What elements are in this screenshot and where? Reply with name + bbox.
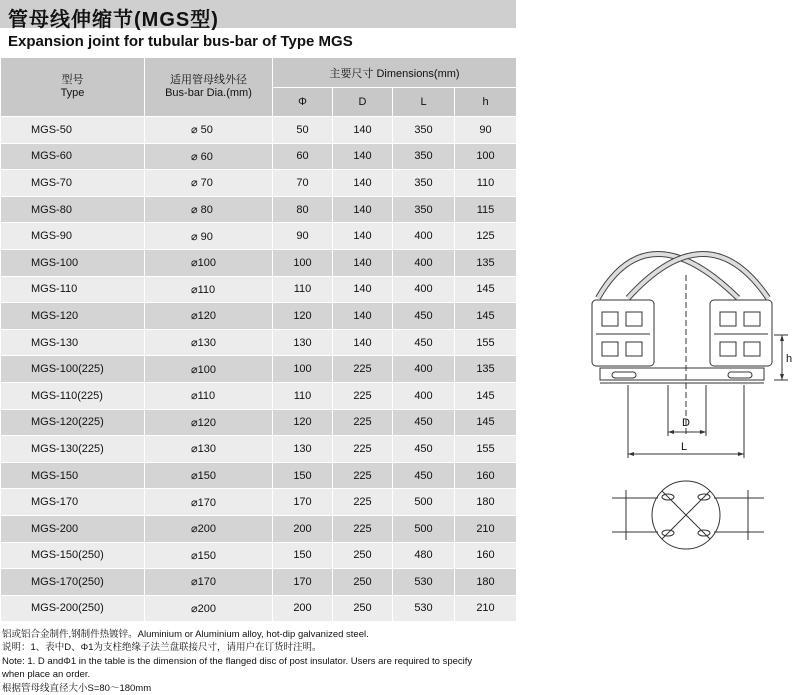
cell-busbar: ⌀170	[145, 569, 273, 596]
cell-h: 125	[455, 223, 517, 250]
cell-phi: 150	[273, 542, 333, 569]
braid-arc-left	[598, 254, 738, 298]
cell-type: MGS-130	[1, 329, 145, 356]
header-type	[1, 58, 145, 117]
table-row	[1, 276, 517, 303]
header-phi: Φ	[273, 88, 333, 117]
cell-busbar: ⌀100	[145, 249, 273, 276]
cell-l: 450	[393, 303, 455, 330]
header-busbar	[145, 58, 273, 117]
cell-h: 115	[455, 196, 517, 223]
table-row	[1, 143, 517, 170]
cell-type: MGS-80	[1, 196, 145, 223]
table-row	[1, 409, 517, 436]
base-slot-left	[612, 372, 636, 378]
table-row	[1, 595, 517, 622]
cell-type: MGS-130(225)	[1, 436, 145, 463]
cell-type: MGS-120(225)	[1, 409, 145, 436]
cell-d: 140	[333, 170, 393, 197]
cell-d: 140	[333, 276, 393, 303]
cell-l: 350	[393, 170, 455, 197]
note-en-2: when place an order.	[2, 669, 91, 681]
cell-phi: 70	[273, 170, 333, 197]
cell-d: 225	[333, 382, 393, 409]
cell-d: 250	[333, 542, 393, 569]
header-type-en: Type	[60, 87, 85, 99]
note-cn: 说明：1、表中D、Φ1为支柱绝缘子法兰盘联接尺寸，请用户在订货时注明。	[2, 642, 322, 654]
cell-type: MGS-150(250)	[1, 542, 145, 569]
cell-phi: 120	[273, 303, 333, 330]
table-row	[1, 117, 517, 144]
table-row	[1, 329, 517, 356]
cell-type: MGS-170	[1, 489, 145, 516]
cell-busbar: ⌀ 80	[145, 196, 273, 223]
cell-h: 100	[455, 143, 517, 170]
l-arrow-right	[738, 452, 744, 456]
cell-h: 145	[455, 409, 517, 436]
cell-d: 250	[333, 569, 393, 596]
cell-d: 225	[333, 515, 393, 542]
cell-l: 530	[393, 595, 455, 622]
header-d: D	[333, 88, 393, 117]
table-row	[1, 223, 517, 250]
cell-type: MGS-90	[1, 223, 145, 250]
cell-l: 350	[393, 117, 455, 144]
cell-busbar: ⌀150	[145, 542, 273, 569]
table-row	[1, 249, 517, 276]
cell-l: 450	[393, 436, 455, 463]
cell-phi: 50	[273, 117, 333, 144]
note-size: 根据管母线直径大小S=80～180mm	[2, 682, 152, 694]
table-row	[1, 170, 517, 197]
note-en-1: Note: 1. D andΦ1 in the table is the dimension of the flanged disc of post insulator. Users are required to specify	[2, 655, 473, 667]
cell-type: MGS-100	[1, 249, 145, 276]
spec-table-body	[1, 117, 517, 622]
cell-phi: 200	[273, 515, 333, 542]
cell-phi: 80	[273, 196, 333, 223]
cell-h: 160	[455, 542, 517, 569]
cell-phi: 120	[273, 409, 333, 436]
cell-l: 450	[393, 462, 455, 489]
cell-h: 210	[455, 595, 517, 622]
cell-d: 140	[333, 223, 393, 250]
cell-type: MGS-110(225)	[1, 382, 145, 409]
table-row	[1, 356, 517, 383]
cell-busbar: ⌀120	[145, 409, 273, 436]
cell-type: MGS-110	[1, 276, 145, 303]
cell-busbar: ⌀ 50	[145, 117, 273, 144]
h-arrow-top	[780, 335, 784, 341]
cell-l: 530	[393, 569, 455, 596]
notes	[2, 628, 518, 695]
cell-l: 350	[393, 143, 455, 170]
cell-l: 400	[393, 276, 455, 303]
technical-drawing	[578, 220, 796, 550]
h-arrow-bottom	[780, 374, 784, 380]
cell-phi: 150	[273, 462, 333, 489]
table-row	[1, 436, 517, 463]
cell-type: MGS-120	[1, 303, 145, 330]
header-busbar-cn: 适用管母线外径	[170, 74, 247, 86]
table-row	[1, 569, 517, 596]
cell-d: 225	[333, 462, 393, 489]
d-arrow-right	[700, 430, 706, 434]
table-row	[1, 489, 517, 516]
header-busbar-en: Bus-bar Dia.(mm)	[165, 87, 252, 99]
cell-h: 155	[455, 436, 517, 463]
cell-l: 450	[393, 409, 455, 436]
cell-phi: 130	[273, 436, 333, 463]
cell-l: 400	[393, 382, 455, 409]
cell-l: 400	[393, 249, 455, 276]
header-dimensions: 主要尺寸 Dimensions(mm)	[273, 58, 517, 88]
cell-busbar: ⌀110	[145, 276, 273, 303]
cell-h: 90	[455, 117, 517, 144]
cell-l: 480	[393, 542, 455, 569]
cell-busbar: ⌀120	[145, 303, 273, 330]
cell-d: 140	[333, 249, 393, 276]
cell-d: 250	[333, 595, 393, 622]
cell-busbar: ⌀ 70	[145, 170, 273, 197]
cell-h: 110	[455, 170, 517, 197]
cell-d: 225	[333, 489, 393, 516]
cell-phi: 170	[273, 489, 333, 516]
cell-phi: 200	[273, 595, 333, 622]
cell-busbar: ⌀100	[145, 356, 273, 383]
cell-type: MGS-170(250)	[1, 569, 145, 596]
cell-busbar: ⌀200	[145, 515, 273, 542]
cell-h: 160	[455, 462, 517, 489]
cell-h: 135	[455, 356, 517, 383]
table-row	[1, 196, 517, 223]
l-arrow-left	[628, 452, 634, 456]
cell-d: 140	[333, 117, 393, 144]
left-clamp	[592, 300, 654, 366]
cell-busbar: ⌀200	[145, 595, 273, 622]
cell-l: 400	[393, 356, 455, 383]
cell-l: 500	[393, 515, 455, 542]
table-row	[1, 382, 517, 409]
cell-h: 135	[455, 249, 517, 276]
drawing-label-l: L	[681, 441, 688, 453]
page-subtitle: Expansion joint for tubular bus-bar of Type MGS	[8, 33, 353, 50]
cell-l: 400	[393, 223, 455, 250]
cell-d: 140	[333, 303, 393, 330]
drawing-label-d: D	[682, 417, 690, 429]
right-clamp	[710, 300, 772, 366]
cell-type: MGS-150	[1, 462, 145, 489]
cell-l: 350	[393, 196, 455, 223]
header-l: L	[393, 88, 455, 117]
cell-type: MGS-50	[1, 117, 145, 144]
header-h: h	[455, 88, 517, 117]
cell-phi: 130	[273, 329, 333, 356]
cell-type: MGS-100(225)	[1, 356, 145, 383]
cell-busbar: ⌀150	[145, 462, 273, 489]
cell-d: 140	[333, 329, 393, 356]
cell-h: 180	[455, 569, 517, 596]
table-row	[1, 303, 517, 330]
table-row	[1, 462, 517, 489]
cell-phi: 90	[273, 223, 333, 250]
cell-phi: 100	[273, 249, 333, 276]
cell-d: 225	[333, 436, 393, 463]
cell-l: 500	[393, 489, 455, 516]
table-row	[1, 515, 517, 542]
cell-phi: 170	[273, 569, 333, 596]
cell-h: 180	[455, 489, 517, 516]
table-row	[1, 542, 517, 569]
cell-d: 140	[333, 143, 393, 170]
cell-d: 140	[333, 196, 393, 223]
d-arrow-left	[668, 430, 674, 434]
title-bar	[0, 0, 516, 31]
cell-d: 225	[333, 356, 393, 383]
cell-type: MGS-60	[1, 143, 145, 170]
cell-phi: 60	[273, 143, 333, 170]
spec-table	[0, 57, 517, 622]
cell-phi: 100	[273, 356, 333, 383]
cell-h: 155	[455, 329, 517, 356]
cell-h: 145	[455, 276, 517, 303]
cell-busbar: ⌀130	[145, 329, 273, 356]
cell-h: 145	[455, 382, 517, 409]
cell-l: 450	[393, 329, 455, 356]
cell-d: 225	[333, 409, 393, 436]
cell-type: MGS-70	[1, 170, 145, 197]
base-slot-right	[728, 372, 752, 378]
cell-busbar: ⌀130	[145, 436, 273, 463]
cell-busbar: ⌀ 90	[145, 223, 273, 250]
header-type-cn: 型号	[61, 74, 84, 86]
note-material: 铝或铝合金制件,钢制件热镀锌。Aluminium or Aluminium alloy, hot-dip galvanized steel.	[2, 629, 369, 640]
cell-type: MGS-200	[1, 515, 145, 542]
drawing-label-h: h	[786, 353, 793, 365]
page-title: 管母线伸缩节(MGS型)	[8, 9, 219, 31]
cell-h: 210	[455, 515, 517, 542]
cell-busbar: ⌀110	[145, 382, 273, 409]
cell-busbar: ⌀ 60	[145, 143, 273, 170]
cell-phi: 110	[273, 382, 333, 409]
cell-phi: 110	[273, 276, 333, 303]
cell-busbar: ⌀170	[145, 489, 273, 516]
cell-type: MGS-200(250)	[1, 595, 145, 622]
cell-h: 145	[455, 303, 517, 330]
